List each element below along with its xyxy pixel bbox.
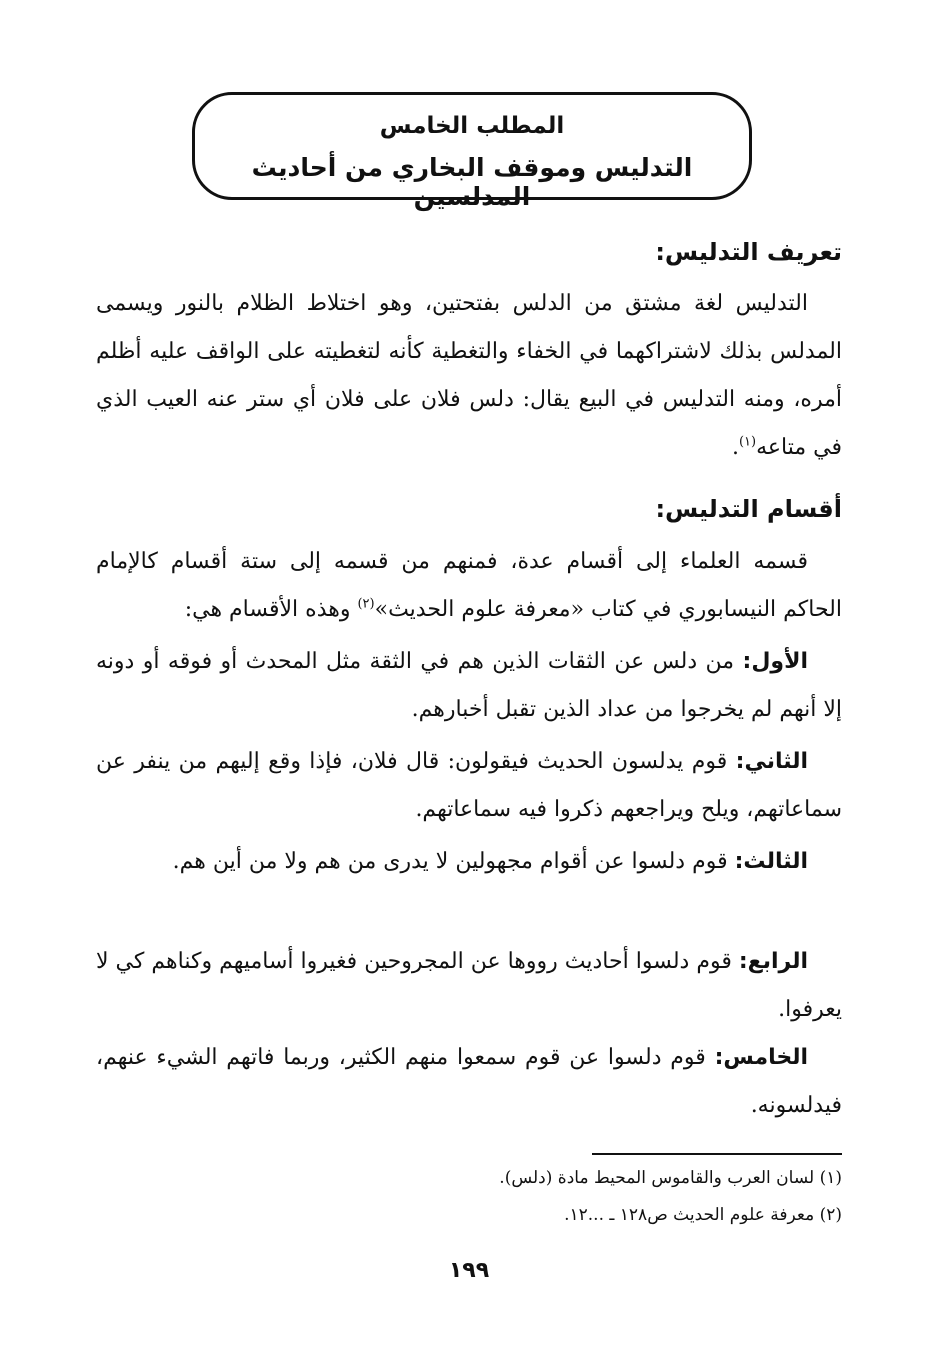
chapter-title-box	[192, 92, 752, 211]
division-text: من دلس عن الثقات الذين هم في الثقة مثل المحدث أو فوقه أو دونه إلا أنهم لم يخرجوا من عداد الذين تقبل أخبارهم.	[96, 649, 842, 722]
footnote-ref-2[interactable]: (٢)	[357, 596, 375, 612]
divisions-intro-end: وهذه الأقسام هي:	[184, 597, 358, 622]
division-label: الثاني:	[735, 749, 808, 774]
division-label: الرابع:	[738, 949, 808, 974]
division-item-fifth	[96, 1034, 842, 1130]
page-number: ١٩٩	[448, 1258, 490, 1283]
section-label: المطلب الخامس	[379, 113, 565, 139]
division-text: قوم دلسوا أحاديث رووها عن المجروحين فغيروا أساميهم وكناهم كي لا يعرفوا.	[96, 949, 842, 1022]
division-label: الأول:	[742, 649, 808, 674]
division-item-fourth	[96, 938, 842, 1034]
division-text: قوم دلسوا عن قوم سمعوا منهم الكثير، وربما فاتهم الشيء عنهم، فيدلسونه.	[96, 1045, 842, 1118]
division-label: الثالث:	[734, 849, 808, 874]
division-item-first	[96, 638, 842, 734]
definition-text: التدليس لغة مشتق من الدلس بفتحتين، وهو اختلاط الظلام بالنور ويسمى المدلس بذلك لاشتراكهما في الخفاء والتغطية كأنه لتغطيته على الواقف عليه أظلم أمره، ومنه التدليس في البيع يقال: دلس فلان على فلان أي ستر عنه العيب الذي في متاعه	[96, 291, 842, 460]
definition-paragraph	[96, 280, 842, 472]
footnote-ref-1[interactable]: (١)	[738, 434, 757, 450]
definition-heading: تعريف التدليس:	[655, 238, 842, 266]
division-text: قوم دلسوا عن أقوام مجهولين لا يدرى من هم ولا من أين هم.	[172, 849, 735, 874]
divisions-intro	[96, 538, 842, 634]
footnote-2: (٢) معرفة علوم الحديث ص١٢٨ ـ ...١٢.	[564, 1205, 842, 1225]
footnote-1: (١) لسان العرب والقاموس المحيط مادة (دلس).	[499, 1168, 842, 1188]
division-item-second	[96, 738, 842, 834]
division-item-third	[96, 838, 842, 886]
divisions-heading: أقسام التدليس:	[655, 495, 842, 523]
definition-end: .	[731, 435, 739, 460]
division-label: الخامس:	[714, 1045, 808, 1070]
division-text: قوم يدلسون الحديث فيقولون: قال فلان، فإذا وقع إليهم من ينفر عن سماعاتهم، ويلح ويراجعهم ذكروا فيه سماعاتهم.	[96, 749, 842, 822]
footnote-divider	[592, 1153, 842, 1155]
divisions-intro-text: قسمه العلماء إلى أقسام عدة، فمنهم من قسمه إلى ستة أقسام كالإمام الحاكم النيسابوري في كتاب «معرفة علوم الحديث»	[96, 549, 842, 622]
chapter-title: التدليس وموقف البخاري من أحاديث المدلسين	[251, 153, 693, 211]
